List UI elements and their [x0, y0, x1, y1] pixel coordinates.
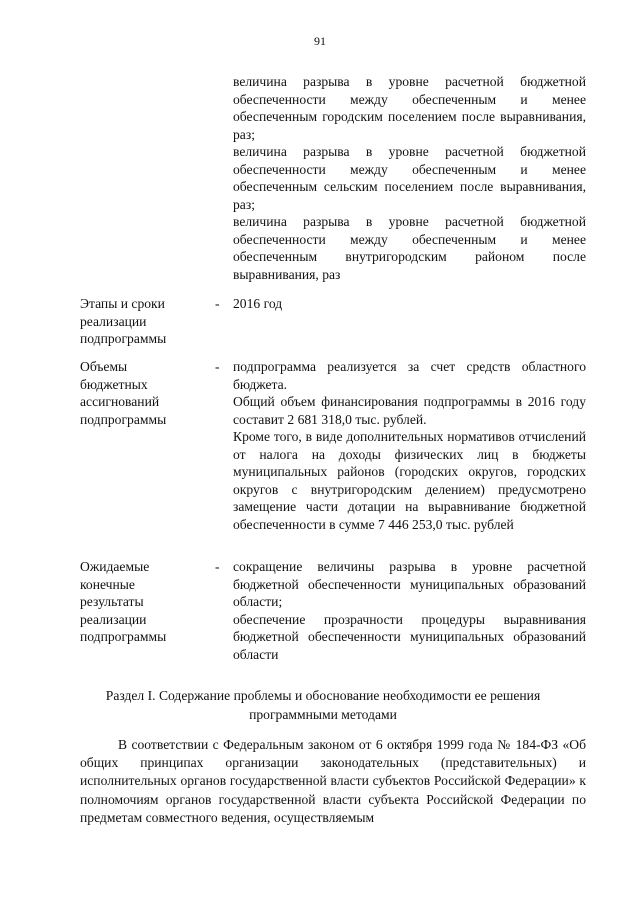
row-label — [80, 358, 210, 428]
row-value: сокращение величины разрыва в уровне расчетной бюджетной обеспеченности муниципальных образований области; — [233, 559, 586, 609]
row-label-line: подпрограммы — [80, 411, 167, 427]
row-label-line: Ожидаемые — [80, 559, 150, 574]
row-label-line: конечные — [80, 576, 135, 592]
row-value: обеспечение прозрачности процедуры выравнивания бюджетной обеспеченности муниципальных образований области — [233, 611, 586, 662]
indicator-item: величина разрыва в уровне расчетной бюджетной обеспеченности между обеспеченным и менее обеспеченным внутригородским районом после выравнивания, раз — [233, 214, 586, 282]
row-dash: - — [215, 559, 220, 574]
row-label-line: Этапы и сроки — [80, 296, 165, 311]
page-number: 91 — [314, 34, 326, 48]
body-paragraph: В соответствии с Федеральным законом от 6 октября 1999 года № 184-ФЗ «Об общих принципах организации законодательных (представительных) и исполнительных органов государственной власти субъектов Российской Федерации» к полномочиям органов государственной власти субъекта Российской Федерации по предметам совместного ведения, осуществляемым — [80, 737, 586, 825]
indicator-item: величина разрыва в уровне расчетной бюджетной обеспеченности между обеспеченным и менее обеспеченным городским поселением после выравнивания, раз; — [233, 74, 586, 142]
row-label-line: ассигнований — [80, 394, 160, 409]
row-dash: - — [215, 296, 220, 311]
row-label-line: реализации — [80, 313, 147, 329]
row-label-line: Объемы — [80, 359, 128, 374]
row-dash: - — [215, 359, 220, 374]
row-label-line: подпрограммы — [80, 629, 167, 644]
intro-indicators — [233, 73, 586, 283]
row-label-line: реализации — [80, 611, 147, 627]
row-values — [233, 295, 586, 313]
row-value: 2016 год — [233, 296, 283, 311]
row-label-line: бюджетных — [80, 376, 148, 392]
indicator-item: величина разрыва в уровне расчетной бюджетной обеспеченности между обеспеченным и менее обеспеченным сельским поселением после выравнивания, раз; — [233, 144, 586, 212]
row-label — [80, 295, 210, 348]
row-values — [233, 558, 586, 663]
row-value: Кроме того, в виде дополнительных нормативов отчислений от налога на доходы физических лиц в бюджеты муниципальных районов (городских округов, городских округов с внутригородским делением) предусмотрено замещение части дотации на выравнивание бюджетной обеспеченности в сумме 7 446 253,0 тыс. рублей — [233, 429, 586, 532]
section-title: Раздел I. Содержание проблемы и обоснование необходимости ее решения программными методами — [105, 688, 541, 722]
row-values — [233, 358, 586, 533]
row-value: Общий объем финансирования подпрограммы в 2016 году составит 2 681 318,0 тыс. рублей. — [233, 394, 586, 427]
row-value: подпрограмма реализуется за счет средств областного бюджета. — [233, 359, 586, 392]
row-label-line: результаты — [80, 594, 144, 609]
row-label-line: подпрограммы — [80, 331, 167, 346]
row-label — [80, 558, 210, 646]
